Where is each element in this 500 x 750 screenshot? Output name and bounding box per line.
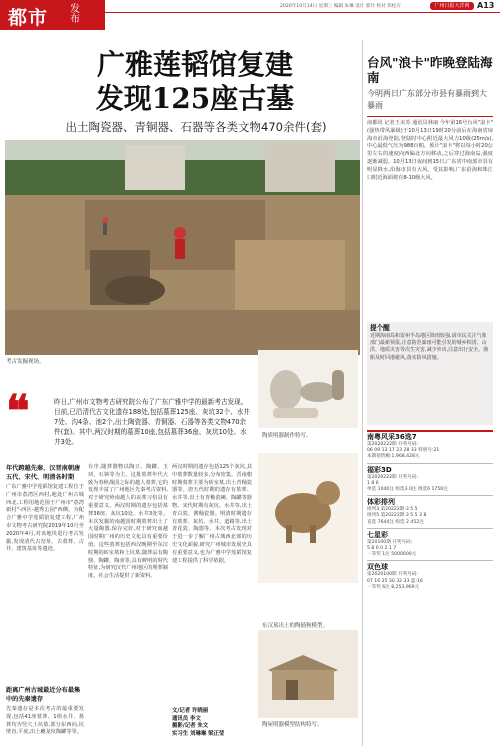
body-text-col1: 广东广雅中学莲韬馆复建工程位于广州市荔湾区西村,地处广州古城西北,工程用地范围于广州市"荔湾新村"-西区-越秀公园"西侧。为配合广雅中学莲韬馆复建工程,广州市文物考古研究院2019年10月至2020年4月,对该地块进行考古发掘,发现清代古窑址、古墓葬、古井、建筑基址等遗迹。 bbox=[6, 484, 84, 553]
lottery-title: 体彩排列 bbox=[367, 498, 395, 507]
section-heading-2: 距离广州古城最近分布最集中的先秦遗存 bbox=[6, 687, 81, 703]
credit-line: 摄影/记者 朱文 bbox=[172, 723, 209, 729]
lottery-line: 直选 7644注 组选 2 452注 bbox=[367, 519, 424, 525]
headline-line-1: 广雅莲韬馆复建 bbox=[96, 48, 293, 81]
side-story-rule bbox=[367, 116, 493, 117]
lottery-line: 排列3 第20222期:3 5 5 bbox=[367, 507, 418, 513]
credit-line: 文/记者 许晓丽 bbox=[172, 708, 209, 714]
headline-line-2: 发现125座古墓 bbox=[95, 82, 295, 115]
column-divider bbox=[362, 40, 363, 746]
page-number: A13 bbox=[477, 1, 495, 10]
header-pill: 广州日报大洋网 bbox=[430, 2, 474, 10]
subheadline: 出土陶瓷器、青铜器、石器等各类文物470余件(套) bbox=[65, 120, 327, 134]
lottery-line: 第2020222期 开奖号码: bbox=[367, 442, 419, 447]
section-banner bbox=[0, 0, 105, 30]
body-text-col3: 两汉时期的遗存包括125个灰坑,其中墓葬数量较多,分布密集。晋南朝时期墓葬主要为砖室墓,出土青釉瓷器等。唐五代时期的遗存有墓葬、水井等,出土有青釉瓷碗、陶罐等器物。宋代时期有灰坑、水井等,出土青白瓷、酱釉瓷器。明清时期遗存有墓葬、灰坑、水井、道路等,出土青花瓷、陶器等。本次考古发现对于进一步了解广州古城西北郊的历史文化面貌,研究广州城市发展史具有重要意义,也为广雅中学莲韬馆复建工程提供了科学依据。 bbox=[172, 464, 252, 564]
photo-caption: 考古发掘现场。 bbox=[6, 359, 45, 365]
tip-box bbox=[367, 322, 493, 425]
credit-line: 实习生 刘琳琳 梁正莹 bbox=[172, 730, 225, 737]
lead-paragraph: 昨日,广州市文物考古研究院公布了广东广雅中学的最新考古发现。目前,已沿清代古文化遗存188处,包括墓葬125座、灰坑32个、水井7处、沟4条、池2个,出土陶瓷器、青铜器、石器等各类文物470余件(套)。其中,两汉时期的墓葬10座,包括墓葬36座、灰坑10处、水井3处。 bbox=[54, 398, 251, 446]
lottery-line: 单选 1040注 组选3 0注 组选6 1756注 bbox=[367, 487, 448, 493]
tip-text: 近期海南岛和雷州半岛地区降雨较强,请市民关注气象部门最新预报,注意防范暴雨可能引发的城乡积涝、山洪、地质灾害等次生灾害,减少外出,注意出行安全。渔船及时回港避风,落实防风措施。 bbox=[370, 333, 489, 361]
credits bbox=[172, 708, 252, 738]
lottery-line: 一等奖 6注 8,253,969元 bbox=[367, 584, 420, 590]
artifact-caption-2: 东汉墓出土的陶俑狗模型。 bbox=[262, 623, 329, 629]
lottery-block bbox=[367, 495, 493, 526]
side-story-subtitle: 今明两日广东部分市县有暴雨到大暴雨 bbox=[367, 89, 487, 110]
headline bbox=[30, 48, 360, 116]
lottery-title: 南粤风采36选7 bbox=[367, 433, 417, 441]
lottery-line: 一等奖 1注 5000000元 bbox=[367, 552, 417, 558]
header-meta: 2020年10月14日 星期三 编辑 朱琳 设计 郭玲 校对 伟松卉 bbox=[280, 4, 401, 9]
lottery-block bbox=[367, 463, 493, 494]
excavation-photo bbox=[5, 140, 360, 355]
lottery-line: 本期销售额:1,968,428元 bbox=[367, 454, 420, 460]
artifact-caption-1: 陶质明器制作特写。 bbox=[262, 433, 312, 439]
side-story-body: 南都讯 记者王美苏 通讯员林丽 今年第16号台风"浪卡"(强热带风暴级)于10月13日19时20分前后在海南省琼海市沿海登陆,登陆时中心附近最大风力10级(25m/s),中心最低气压为988百帕。预计"浪卡"将以每小时20公里左右的速度向西偏北方向移动,之后穿过海南岛,强度逐渐减弱。10月13日夜间到15日,广东省中南部市县有明显降水,沿海市县有大风。受其影响,广东沿海和珠江口附近海面将有8-10级大风。 bbox=[367, 120, 493, 181]
credit-line: 通讯员 李文 bbox=[172, 715, 201, 722]
lottery-line: 06 09 13 17 23 28 33 特别号:21 bbox=[367, 448, 440, 454]
lottery-line: 第2020100期 开奖号码: bbox=[367, 572, 419, 578]
artifact-caption-3: 陶屋明器模型结构特写。 bbox=[262, 722, 323, 728]
side-story-title: 台风"浪卡"昨晚登陆海南 bbox=[367, 55, 493, 85]
lottery-title: 双色球 bbox=[367, 563, 388, 572]
lottery-results bbox=[367, 430, 493, 746]
lottery-title: 福彩3D bbox=[367, 465, 392, 474]
section-subname: 发布 bbox=[70, 4, 80, 25]
body-text-col2: 有序,随葬器物以陶豆、陶罐、玉玦、石锛等为主。这批墓葬年代大致为春秋战国之际的越人墓葬,它的发现丰富了广州地区先秦考古资料,对于研究岭南越人的丧葬习俗具有重要意义。两汉时期的遗存包括墓葬36座、灰坑10处、水井3处等。本次发掘的南越国时期墓葬出土了大量陶器,保存完好,对于研究南越国时期广州的历史文化具有重要价值。这些墓葬包括西汉晚期至东汉时期的砖室墓和土坑墓,随葬品有陶鼎、陶罐、陶壶等,具有鲜明的时代特征,为研究汉代广州地区的埋葬制度、社会生活提供了新资料。 bbox=[88, 464, 168, 580]
lottery-line: 07 16 25 30 32 33 蓝:16 bbox=[367, 578, 423, 584]
section-heading-1: 年代跨越先秦、汉晋南朝唐五代、宋代、明清各时期 bbox=[6, 465, 81, 481]
artifact-photo-1 bbox=[258, 350, 358, 428]
lottery-block bbox=[367, 528, 493, 559]
artifact-photo-3 bbox=[258, 630, 358, 718]
lottery-line: 第2020222期 开奖号码: bbox=[367, 474, 419, 480]
quote-mark-icon: ❝ bbox=[6, 386, 30, 437]
lottery-line: 1 8 6 bbox=[367, 480, 379, 486]
lottery-title: 七星彩 bbox=[367, 530, 388, 539]
body-text-col1b: 先秦遗存是本次考古的最重要发现,包括41座墓葬、1组水井、墓葬均为竖穴土坑墓,部分东西向,坑壁直,平底,出土夔龙纹陶罐等等。 bbox=[6, 706, 84, 736]
lottery-line: 排列5 第20222期:3 5 5 3 8 bbox=[367, 513, 427, 519]
lottery-block bbox=[367, 560, 493, 591]
lottery-line: 5 8 0 0 2 1 7 bbox=[367, 546, 397, 552]
tip-title: 提个醒 bbox=[370, 324, 390, 332]
section-name: 都市 bbox=[8, 7, 49, 29]
header-rule bbox=[105, 12, 500, 13]
lottery-block bbox=[367, 432, 493, 461]
lottery-line: 第20100期 开奖号码: bbox=[367, 539, 413, 545]
artifact-photo-2 bbox=[258, 453, 358, 583]
